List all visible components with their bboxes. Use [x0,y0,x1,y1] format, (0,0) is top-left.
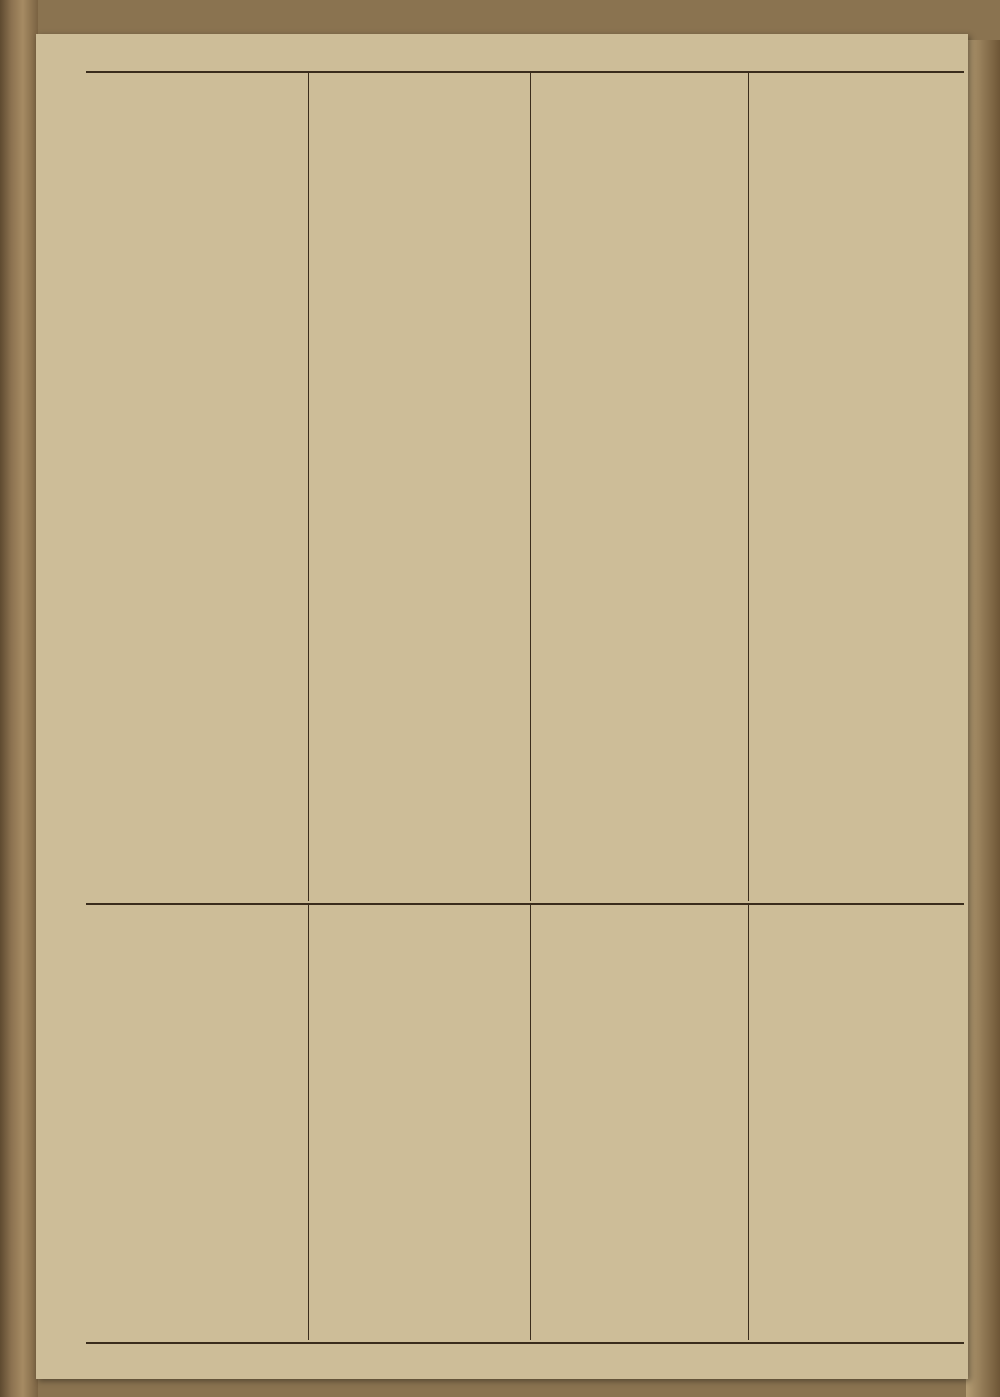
column-rule [748,905,749,1340]
footer-rule [86,1342,964,1344]
book-binding [0,0,38,1397]
column-rule [308,905,309,1340]
column-rule [530,905,531,1340]
newspaper-page [36,34,968,1379]
column-rule [748,73,749,901]
page-edge [966,40,1000,1397]
column-rule [308,73,309,901]
header-rule [86,71,964,73]
section-divider [86,903,964,905]
page-header [90,54,960,70]
column-rule [530,73,531,901]
